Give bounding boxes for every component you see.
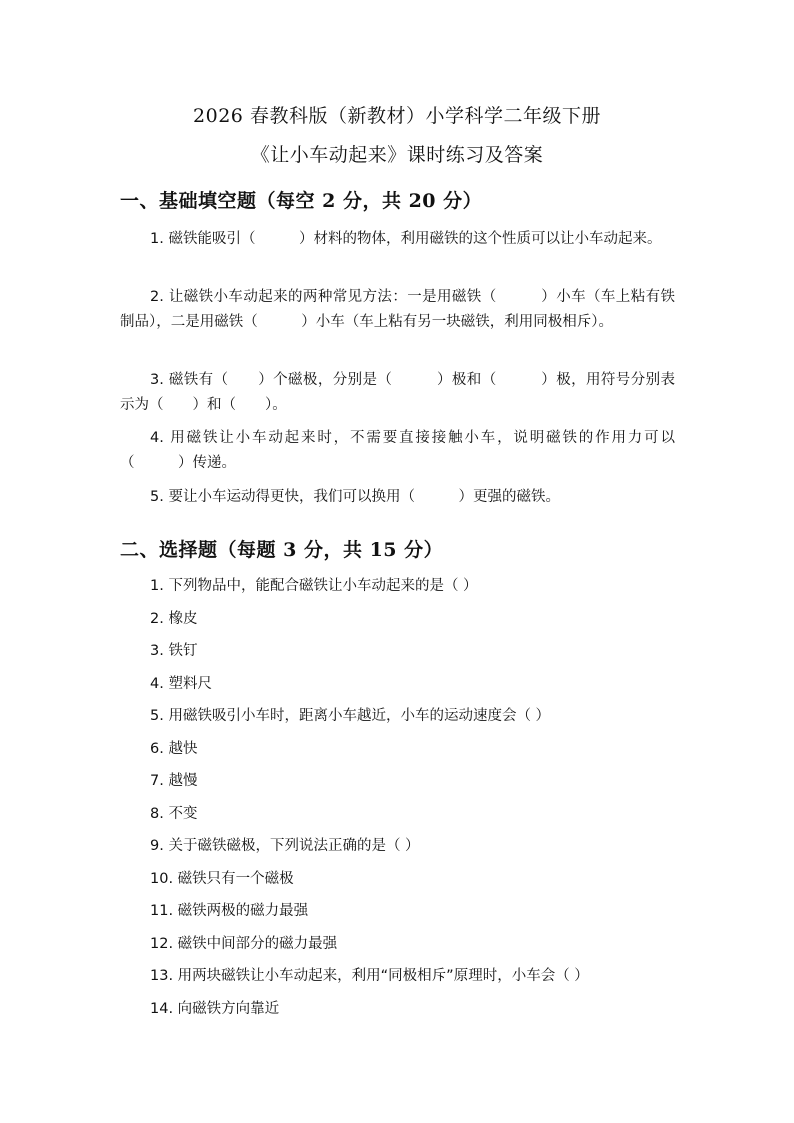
fill-in-question-4: 4. 用磁铁让小车动起来时，不需要直接接触小车，说明磁铁的作用力可以（ ）传递。 [120, 430, 675, 471]
list-item: 13. 用两块磁铁让小车动起来，利用“同极相斥”原理时，小车会（ ） [150, 968, 589, 984]
list-item: 8. 不变 [150, 805, 198, 822]
fill-in-question-2: 2. 让磁铁小车动起来的两种常见方法：一是用磁铁（ ）小车（车上粘有铁制品），二是用磁铁（ ）小车（车上粘有另一块磁铁，利用同极相斥）。 [120, 289, 675, 330]
list-item: 12. 磁铁中间部分的磁力最强 [150, 935, 338, 952]
list-item: 11. 磁铁两极的磁力最强 [150, 903, 309, 919]
list-item: 14. 向磁铁方向靠近 [150, 1000, 280, 1017]
fill-in-question-5: 5. 要让小车运动得更快，我们可以换用（ ）更强的磁铁。 [150, 489, 560, 505]
section-heading-choice: 二、选择题（每题 3 分，共 15 分） [120, 539, 444, 561]
list-item: 3. 铁钉 [150, 643, 198, 659]
fill-in-question-1: 1. 磁铁能吸引（ ）材料的物体，利用磁铁的这个性质可以让小车动起来。 [150, 231, 662, 247]
fill-in-question-3: 3. 磁铁有（ ）个磁极，分别是（ ）极和（ ）极，用符号分别表示为（ ）和（ ）。 [120, 372, 675, 413]
choice-question-list [150, 574, 589, 1029]
document-subtitle: 《让小车动起来》课时练习及答案 [250, 144, 544, 166]
list-item: 9. 关于磁铁磁极，下列说法正确的是（ ） [150, 838, 420, 854]
list-item: 7. 越慢 [150, 773, 198, 789]
list-item: 6. 越快 [150, 740, 198, 757]
list-item: 10. 磁铁只有一个磁极 [150, 870, 294, 887]
list-item: 2. 橡皮 [150, 610, 198, 627]
section-heading-fill-in: 一、基础填空题（每空 2 分，共 20 分） [120, 190, 483, 212]
list-item: 5. 用磁铁吸引小车时，距离小车越近，小车的运动速度会（ ） [150, 708, 551, 724]
list-item: 1. 下列物品中，能配合磁铁让小车动起来的是（ ） [150, 578, 478, 594]
document-title: 2026 春教科版（新教材）小学科学二年级下册 [193, 105, 601, 127]
list-item: 4. 塑料尺 [150, 675, 212, 692]
